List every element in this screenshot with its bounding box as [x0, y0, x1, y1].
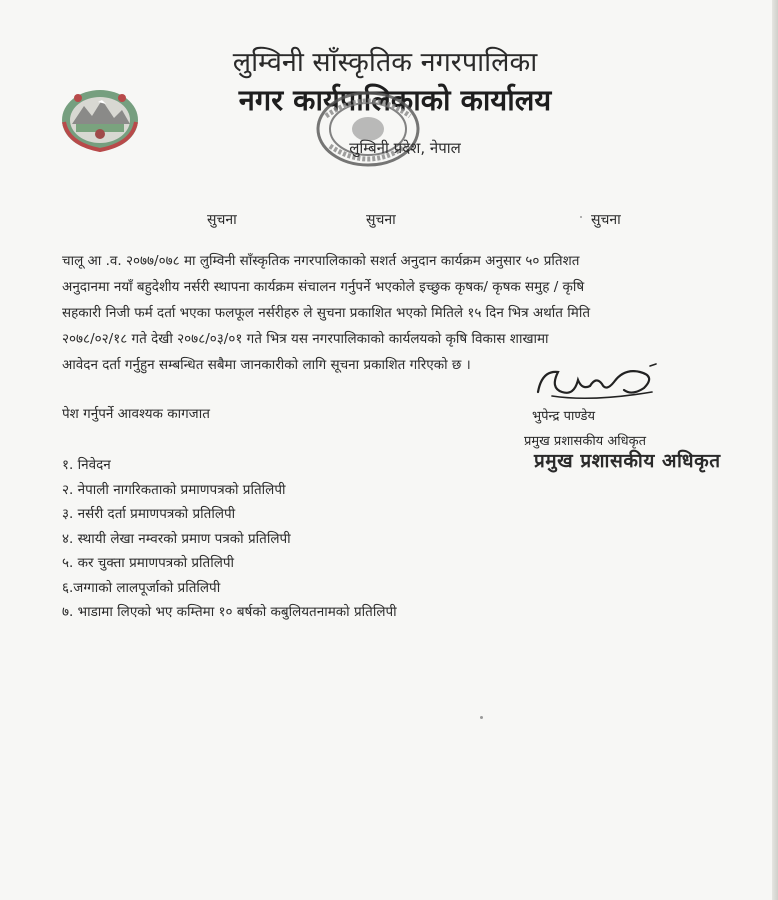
- nepal-emblem-icon: [58, 84, 142, 154]
- page-edge: [772, 0, 778, 900]
- documents-heading: पेश गर्नुपर्ने आवश्यक कागजात: [62, 406, 210, 422]
- notice-body-line: अनुदानमा नयाँ बहुदेशीय नर्सरी स्थापना कार्यक्रम संचालन गर्नुपर्ने भएकोले इच्छुक कृषक/ कृषक समुह / कृषि: [62, 279, 585, 295]
- notice-word: सुचना: [207, 212, 237, 228]
- notice-body-line: आवेदन दर्ता गर्नुहुन सम्बन्धित सबैमा जानकारीको लागि सूचना प्रकाशित गरिएको छ ।: [62, 357, 471, 373]
- list-item: ४. स्थायी लेखा नम्वरको प्रमाण पत्रको प्रतिलिपी: [62, 530, 291, 547]
- list-item: ७. भाडामा लिएको भए कम्तिमा १० बर्षको कबुलियतनामको प्रतिलिपी: [62, 604, 397, 620]
- address: लुम्बिनी प्रदेश, नेपाल: [349, 139, 461, 157]
- signatory-name: भुपेन्द्र पाण्डेय: [532, 409, 595, 424]
- list-item: ३. नर्सरी दर्ता प्रमाणपत्रको प्रतिलिपी: [62, 506, 236, 522]
- notice-body-line: २०७८/०२/१८ गते देखी २०७८/०३/०१ गते भित्र यस नगरपालिकाको कार्यलयको कृषि विकास शाखामा: [62, 331, 549, 347]
- notice-word: सुचना: [591, 212, 621, 228]
- municipality-name: लुम्विनी साँस्कृतिक नगरपालिका: [232, 47, 538, 78]
- notice-body-line: चालू आ .व. २०७७/०७८ मा लुम्विनी साँस्कृतिक नगरपालिकाको सशर्त अनुदान कार्यक्रम अनुसार ५० प्रतिशत: [62, 253, 580, 269]
- list-item: ५. कर चुक्ता प्रमाणपत्रको प्रतिलिपी: [62, 555, 235, 571]
- notice-body-line: सहकारी निजी फर्म दर्ता भएका फलफूल नर्सरीहरु ले सुचना प्रकाशित भएको मितिले १५ दिन भित्र अर्थात मिति: [62, 305, 591, 321]
- list-item: १. निवेदन: [62, 457, 111, 473]
- scan-speck: [480, 716, 483, 719]
- list-item: ६.जग्गाको लालपूर्जाको प्रतिलिपी: [62, 579, 221, 596]
- signatory-title: प्रमुख प्रशासकीय अधिकृत: [524, 434, 647, 449]
- handwritten-signature: [532, 362, 672, 406]
- notice-body: [62, 248, 714, 378]
- documents-list: [62, 453, 397, 625]
- scan-speck: [580, 216, 582, 218]
- office-name: नगर कार्यपालिकाको कार्यालय: [238, 83, 552, 117]
- list-item: २. नेपाली नागरिकताको प्रमाणपत्रको प्रतिलिपी: [62, 481, 286, 498]
- signatory-stamp: प्रमुख प्रशासकीय अधिकृत: [534, 450, 721, 472]
- notice-word: सुचना: [366, 212, 396, 228]
